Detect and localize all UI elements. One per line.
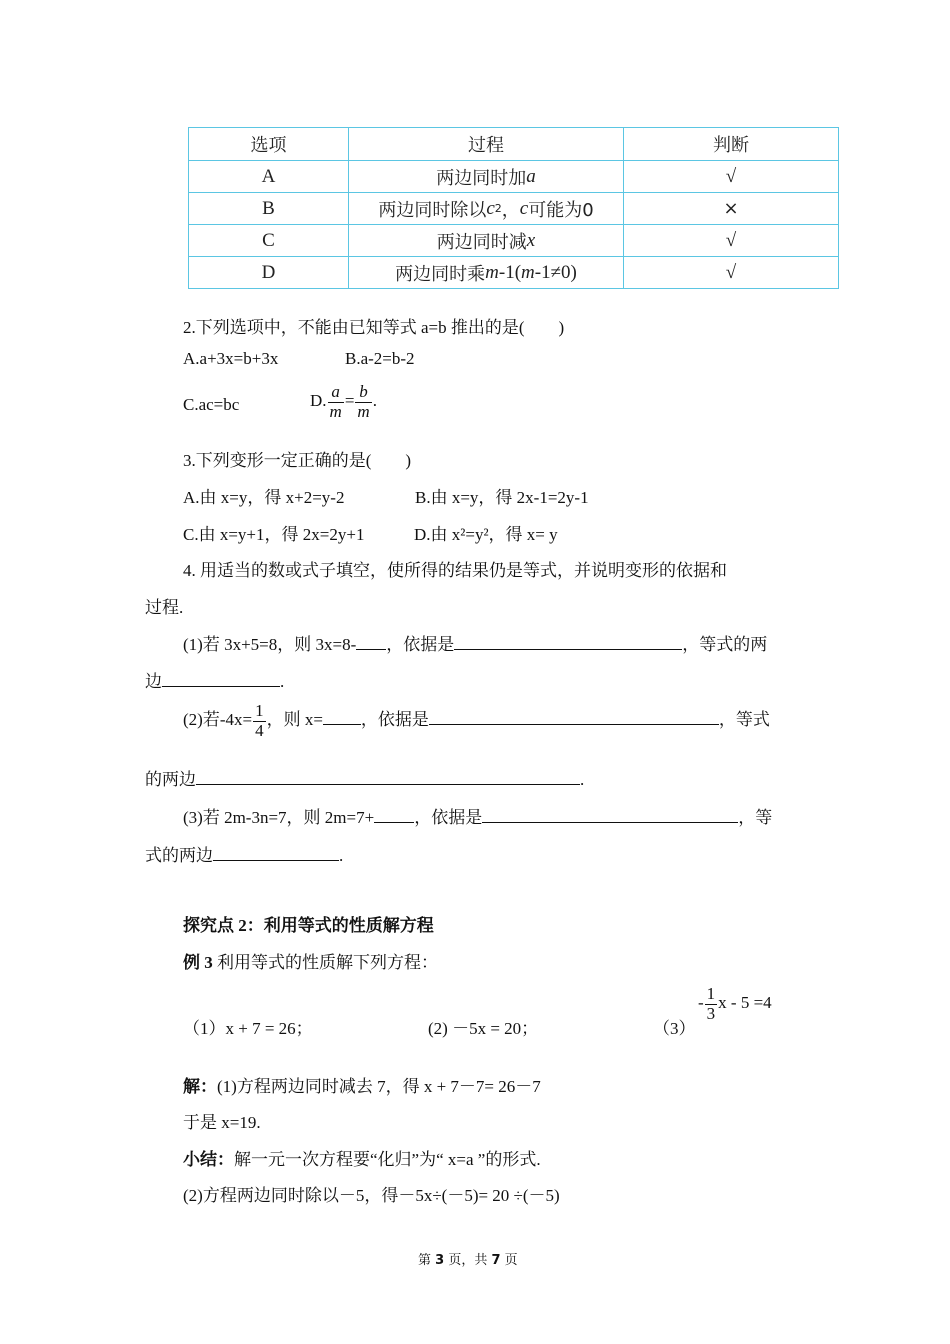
page-footer: 第 3 页，共 7 页 bbox=[418, 1253, 518, 1268]
equation-2: (2) －5x = 20； bbox=[428, 1019, 539, 1038]
q3-option-b: B.由 x=y，得 2x-1=2y-1 bbox=[415, 488, 589, 507]
summary: 小结：解一元一次方程要“化归”为“ x=a ”的形式. bbox=[183, 1150, 541, 1169]
q4-part3-line1: (3)若 2m-3n=7，则 2m=7+ ，依据是 ，等 bbox=[183, 808, 773, 827]
option-cell: B bbox=[189, 193, 349, 224]
answer-blank[interactable] bbox=[162, 670, 280, 687]
q2-option-b: B.a-2=b-2 bbox=[345, 349, 415, 368]
q2-option-c: C.ac=bc bbox=[183, 395, 240, 414]
table-row bbox=[189, 224, 838, 256]
process-cell: 两边同时减 x bbox=[349, 225, 624, 256]
answer-blank[interactable] bbox=[213, 844, 339, 861]
table-row bbox=[189, 192, 838, 224]
judge-cell: × bbox=[723, 198, 739, 219]
answer-blank[interactable] bbox=[454, 633, 682, 650]
judge-cell: √ bbox=[725, 165, 737, 187]
q4-stem-line1: 4. 用适当的数或式子填空，使所得的结果仍是等式，并说明变形的依据和 bbox=[183, 561, 727, 580]
table-header-row bbox=[189, 128, 838, 160]
q4-part1-line2: 边 . bbox=[145, 672, 285, 691]
judgment-table bbox=[188, 127, 839, 289]
process-cell: 两边同时除以 c 2 ， c 可能为0 bbox=[349, 193, 624, 224]
answer-blank[interactable] bbox=[374, 806, 414, 823]
equation-3-label: （3） bbox=[653, 1019, 696, 1038]
q4-part3-line2: 式的两边 . bbox=[145, 846, 344, 865]
answer-blank[interactable] bbox=[323, 708, 361, 725]
solution-1: 解：(1)方程两边同时减去 7，得 x + 7－7= 26－7 bbox=[183, 1077, 541, 1096]
solution-2: (2)方程两边同时除以－5，得－5x÷(－5)= 20 ÷(－5) bbox=[183, 1186, 560, 1205]
option-cell: D bbox=[189, 257, 349, 288]
q4-stem-line2: 过程. bbox=[145, 598, 184, 617]
q3-option-d: D.由 x²=y²，得 x= y bbox=[414, 525, 558, 544]
q2-stem: 2.下列选项中，不能由已知等式 a=b 推出的是( ) bbox=[183, 318, 565, 337]
header-option: 选项 bbox=[189, 128, 349, 160]
q2-option-a: A.a+3x=b+3x bbox=[183, 349, 279, 368]
process-cell: 两边同时乘 m -1( m -1≠0) bbox=[349, 257, 624, 288]
q4-part2-line1: (2)若-4x= $\frac{1}{4}$ ，则 x= ，依据是 ，等式 bbox=[183, 701, 770, 740]
q4-part2-line2: 的两边 . bbox=[145, 770, 585, 789]
answer-blank[interactable] bbox=[482, 806, 738, 823]
judge-cell: √ bbox=[725, 261, 737, 283]
q3-option-c: C.由 x=y+1，得 2x=2y+1 bbox=[183, 525, 365, 544]
equation-1: （1）x + 7 = 26； bbox=[183, 1019, 313, 1038]
table-row bbox=[189, 160, 838, 192]
judge-cell: √ bbox=[725, 229, 737, 251]
table-row bbox=[189, 256, 838, 288]
fraction-b-over-m: $\frac{b}{m}$ bbox=[357, 382, 370, 421]
answer-blank[interactable] bbox=[356, 633, 386, 650]
q2-option-d: D. $\frac{a}{m}$ = $\frac{b}{m}$ . bbox=[310, 382, 377, 421]
option-cell: A bbox=[189, 161, 349, 192]
q3-option-a: A.由 x=y，得 x+2=y-2 bbox=[183, 488, 345, 507]
current-page: 3 bbox=[435, 1253, 445, 1268]
answer-blank[interactable] bbox=[429, 708, 719, 725]
header-process: 过程 bbox=[349, 128, 624, 160]
header-judge: 判断 bbox=[713, 135, 749, 156]
process-cell: 两边同时加 a bbox=[349, 161, 624, 192]
q4-part1-line1: (1)若 3x+5=8，则 3x=8- ，依据是 ，等式的两 bbox=[183, 635, 768, 654]
q3-stem: 3.下列变形一定正确的是( ) bbox=[183, 451, 412, 470]
equation-3: - $\frac{1}{3}$ x - 5 =4 bbox=[698, 984, 772, 1023]
fraction-one-quarter: $\frac{1}{4}$ bbox=[255, 701, 264, 740]
total-pages: 7 bbox=[491, 1253, 501, 1268]
fraction-one-third: $\frac{1}{3}$ bbox=[706, 984, 716, 1023]
fraction-a-over-m: $\frac{a}{m}$ bbox=[329, 382, 342, 421]
section-title: 探究点 2：利用等式的性质解方程 bbox=[183, 916, 434, 935]
option-cell: C bbox=[189, 225, 349, 256]
example-heading: 例 3 利用等式的性质解下列方程： bbox=[183, 953, 438, 972]
solution-1-result: 于是 x=19. bbox=[183, 1113, 261, 1132]
answer-blank[interactable] bbox=[196, 768, 580, 785]
